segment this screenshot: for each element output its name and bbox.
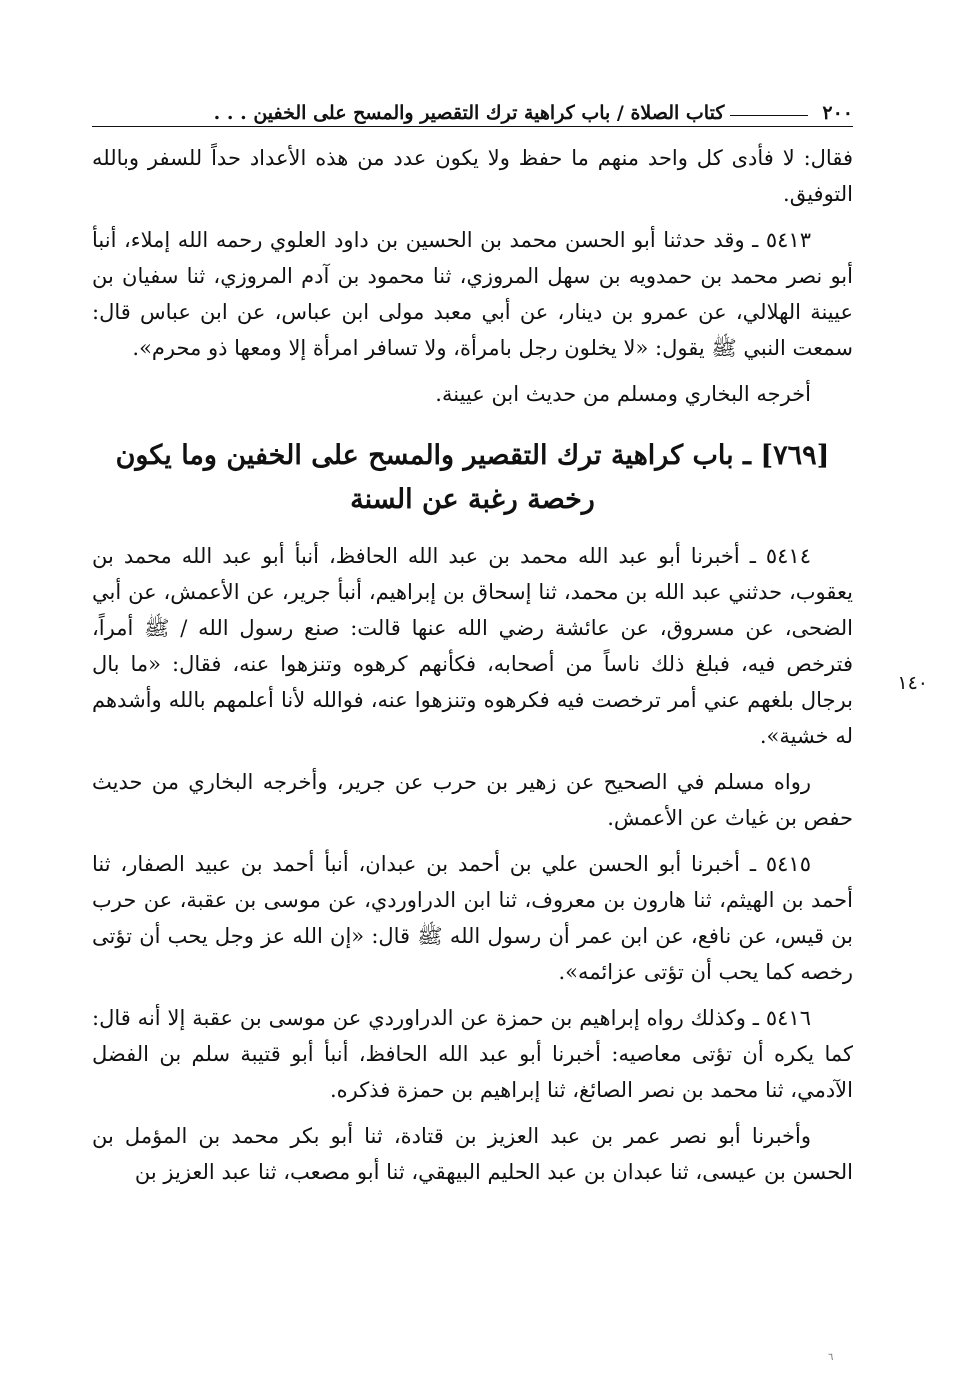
takhrij-5413: أخرجه البخاري ومسلم من حديث ابن عيينة. [435, 382, 811, 406]
hadith-5415: ٥٤١٥ ـ أخبرنا أبو الحسن علي بن أحمد بن عبدان، أنبأ أحمد بن عبيد الصفار، ثنا أحمد بن الهيثم، ثنا هارون بن معروف، ثنا ابن الدراوردي، عن موسى بن عقبة، عن حرب بن قيس، عن نافع، عن ابن عمر أن رسول الله ﷺ قال: «إن الله عز وجل يحب أن تؤتى رخصه كما يحب أن تؤتى عزائمه». [92, 852, 853, 984]
footer-mark: ٦ [828, 1352, 834, 1363]
hadith-5416: ٥٤١٦ ـ وكذلك رواه إبراهيم بن حمزة عن الدراوردي عن موسى بن عقبة إلا أنه قال: كما يكره أن تؤتى معاصيه: أخبرنا أبو عبد الله الحافظ، أنبأ أبو قتيبة سلم بن الفضل الآدمي، ثنا محمد بن نصر الصائغ، ثنا إبراهيم بن حمزة فذكره. [92, 1006, 853, 1102]
header-divider [92, 126, 853, 127]
page-body [92, 140, 853, 1200]
running-header [95, 88, 853, 124]
hadith-5414: ٥٤١٤ ـ أخبرنا أبو عبد الله محمد بن عبد الله الحافظ، أنبأ أبو عبد الله محمد بن يعقوب، حدثني عبد الله بن محمد، ثنا إسحاق بن إبراهيم، أنبأ جرير، عن الأعمش، عن أبي الضحى، عن مسروق، عن عائشة رضي الله عنها قالت: صنع رسول الله / ﷺ أمراً، فترخص فيه، فبلغ ذلك ناساً من أصحابه، فكأنهم كرهوه وتنزهوا عنه، فقال: «ما بال برجال بلغهم عني أمر ترخصت فيه فكرهوه وتنزهوا عنه، فوالله لأنا أعلمهم بالله وأشدهم له خشية». [92, 544, 853, 748]
hadith-5413: ٥٤١٣ ـ وقد حدثنا أبو الحسن محمد بن الحسين بن داود العلوي رحمه الله إملاء، أنبأ أبو نصر محمد بن حمدويه بن سهل المروزي، ثنا محمود بن آدم المروزي، ثنا سفيان بن عيينة الهلالي، عن عمرو بن دينار، عن أبي معبد مولى ابن عباس، عن ابن عباس قال: سمعت النبي ﷺ يقول: «لا يخلون رجل بامرأة، ولا تسافر امرأة إلا ومعها ذو محرم». [92, 228, 853, 360]
running-title: كتاب الصلاة / باب كراهية ترك التقصير والمسح على الخفين . . . [213, 102, 725, 124]
chapter-heading: [٧٦٩] ـ باب كراهية ترك التقصير والمسح على الخفين وما يكون رخصة رغبة عن السنة [115, 440, 830, 515]
hadith-chain-continuation: وأخبرنا أبو نصر عمر بن عبد العزيز بن قتادة، ثنا أبو بكر محمد بن المؤمل بن الحسن بن عيسى، ثنا عبدان بن عبد الحليم البيهقي، ثنا أبو مصعب، ثنا عبد العزيز بن [92, 1124, 853, 1184]
header-rule [730, 115, 808, 116]
paragraph-continuation: فقال: لا فأدى كل واحد منهم ما حفظ ولا يكون عدد من هذه الأعداد حداً للسفر وبالله التوفيق. [92, 146, 853, 206]
page-number: ٢٠٠ [822, 102, 853, 124]
margin-page-reference: ١٤٠ [897, 672, 928, 694]
takhrij-5414: رواه مسلم في الصحيح عن زهير بن حرب عن جرير، وأخرجه البخاري من حديث حفص بن غياث عن الأعمش. [92, 770, 853, 830]
